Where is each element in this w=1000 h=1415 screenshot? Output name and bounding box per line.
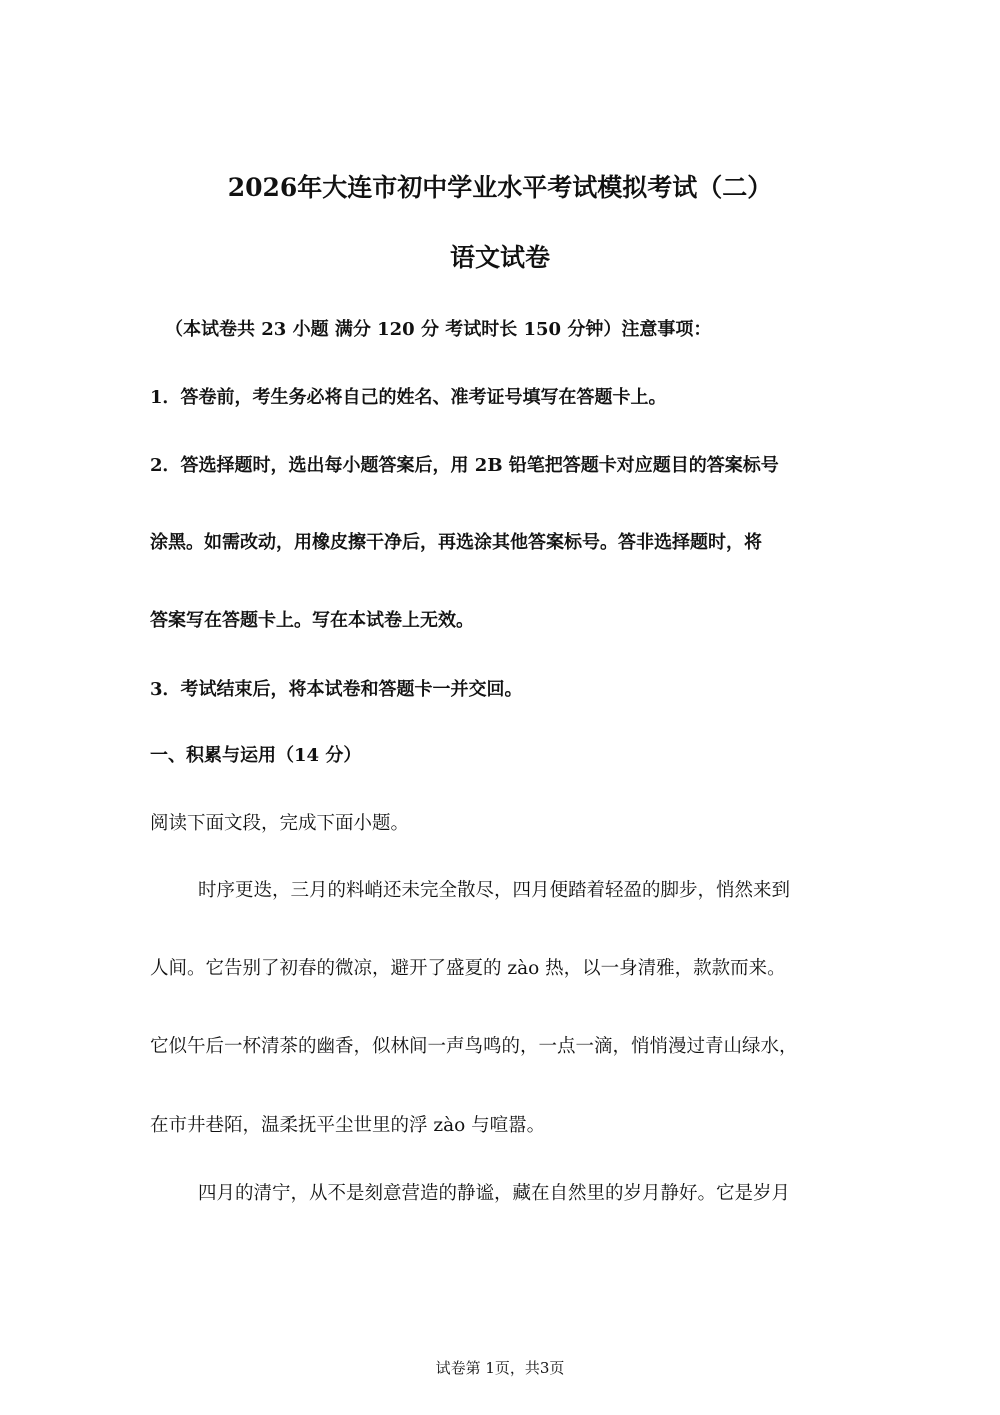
instruction-item-2-line-1: 2．答选择题时，选出每小题答案后，用 2B 铅笔把答题卡对应题目的答案标号 — [150, 455, 779, 476]
instruction-item-3: 3．考试结束后，将本试卷和答题卡一并交回。 — [150, 679, 523, 700]
passage-line: 在市井巷陌，温柔抚平尘世里的浮 zào 与喧嚣。 — [150, 1115, 546, 1136]
section-heading: 一、积累与运用（14 分） — [150, 745, 362, 766]
exam-subtitle: 语文试卷 — [449, 243, 550, 272]
passage-line: 人间。它告别了初春的微凉，避开了盛夏的 zào 热，以一身清雅，款款而来。 — [150, 958, 786, 979]
passage-line: 时序更迭，三月的料峭还未完全散尽，四月便踏着轻盈的脚步，悄然来到 — [198, 880, 791, 901]
instruction-item-2-line-2: 涂黑。如需改动，用橡皮擦干净后，再选涂其他答案标号。答非选择题时，将 — [150, 532, 762, 553]
exam-title: 2026年大连市初中学业水平考试模拟考试（二） — [227, 173, 773, 202]
instructions-header: （本试卷共 23 小题 满分 120 分 考试时长 150 分钟）注意事项： — [165, 319, 712, 340]
instruction-item-2-line-3: 答案写在答题卡上。写在本试卷上无效。 — [150, 610, 474, 631]
page-footer: 试卷第 1页，共3页 — [435, 1359, 565, 1377]
instruction-item-1: 1．答卷前，考生务必将自己的姓名、准考证号填写在答题卡上。 — [150, 387, 667, 408]
passage-line: 四月的清宁，从不是刻意营造的静谧，藏在自然里的岁月静好。它是岁月 — [198, 1183, 791, 1204]
passage-line: 它似午后一杯清茶的幽香，似林间一声鸟鸣的，一点一滴，悄悄漫过青山绿水， — [150, 1036, 798, 1057]
reading-prompt: 阅读下面文段，完成下面小题。 — [150, 813, 410, 834]
